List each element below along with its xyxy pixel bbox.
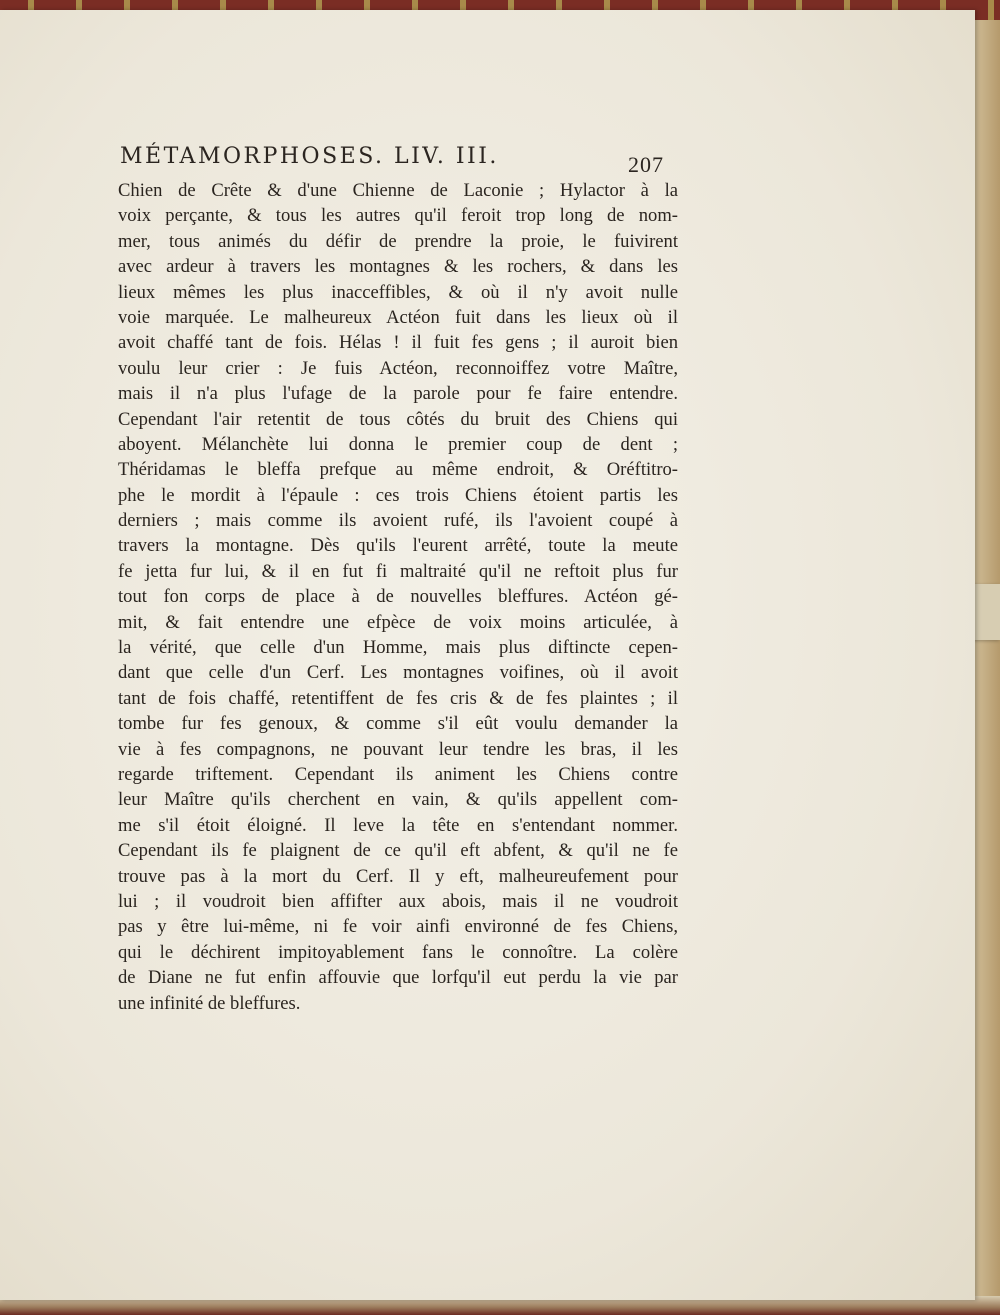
text-line: travers la montagne. Dès qu'ils l'eurent arrêté, toute la meute [118,535,678,557]
text-line: mais il n'a plus l'ufage de la parole pour fe faire entendre. [118,383,678,405]
text-line: avoit chaffé tant de fois. Hélas ! il fuit fes gens ; il auroit bien [118,332,678,354]
text-line: pas y être lui-même, ni fe voir ainfi environné de fes Chiens, [118,916,678,938]
text-line: lui ; il voudroit bien affifter aux abois, mais il ne voudroit [118,890,678,912]
text-line: mer, tous animés du défir de prendre la proie, le fuivirent [118,230,678,252]
text-line: Cependant l'air retentit de tous côtés du bruit des Chiens qui [118,408,678,430]
text-line: me s'il étoit éloigné. Il leve la tête en s'entendant nommer. [118,814,678,836]
text-line: Cependant ils fe plaignent de ce qu'il eft abfent, & qu'il ne fe [118,840,678,862]
text-line: avec ardeur à travers les montagnes & les rochers, & dans les [118,256,678,278]
text-line: lieux mêmes les plus inacceffibles, & où il n'y avoit nulle [118,281,678,303]
text-line: qui le déchirent impitoyablement fans le connoître. La colère [118,941,678,963]
text-line: tant de fois chaffé, retentiffent de fes cris & de fes plaintes ; il [118,687,678,709]
text-line: une infinité de bleffures. [118,992,301,1014]
text-line: fe jetta fur lui, & il en fut fi maltraité qu'il ne reftoit plus fur [118,560,678,582]
text-line: tombe fur fes genoux, & comme s'il eût voulu demander la [118,713,678,735]
text-line: voie marquée. Le malheureux Actéon fuit dans les lieux où il [118,306,678,328]
running-head: MÉTAMORPHOSES. LIV. III. [120,144,499,169]
text-line: tout fon corps de place à de nouvelles bleffures. Actéon gé- [118,586,678,608]
text-line: Théridamas le bleffa prefque au même endroit, & Oréftitro- [118,459,678,481]
text-line: aboyent. Mélanchète lui donna le premier coup de dent ; [118,433,678,455]
text-line: regarde triftement. Cependant ils animent les Chiens contre [118,763,678,785]
text-line: dant que celle d'un Cerf. Les montagnes voifines, où il avoit [118,662,678,684]
text-line: la vérité, que celle d'un Homme, mais plus diftincte cepen- [118,637,678,659]
text-line: leur Maître qu'ils cherchent en vain, & qu'ils appellent com- [118,789,678,811]
text-line: de Diane ne fut enfin affouvie que lorfqu'il eut perdu la vie par [118,967,678,989]
text-line: voulu leur crier : Je fuis Actéon, reconnoiffez votre Maître, [118,357,678,379]
text-line: trouve pas à la mort du Cerf. Il y eft, malheureufement pour [118,865,678,887]
body-text [118,178,678,1016]
text-line: vie à fes compagnons, ne pouvant leur tendre les bras, il les [118,738,678,760]
book-page [0,10,975,1300]
page-number: 207 [628,152,664,177]
text-line: mit, & fait entendre une efpèce de voix moins articulée, à [118,611,678,633]
text-line: derniers ; mais comme ils avoient rufé, ils l'avoient coupé à [118,510,678,532]
text-line: phe le mordit à l'épaule : ces trois Chiens étoient partis les [118,484,678,506]
text-line: voix perçante, & tous les autres qu'il feroit trop long de nom- [118,205,678,227]
text-line: Chien de Crête & d'une Chienne de Laconie ; Hylactor à la [118,180,678,201]
